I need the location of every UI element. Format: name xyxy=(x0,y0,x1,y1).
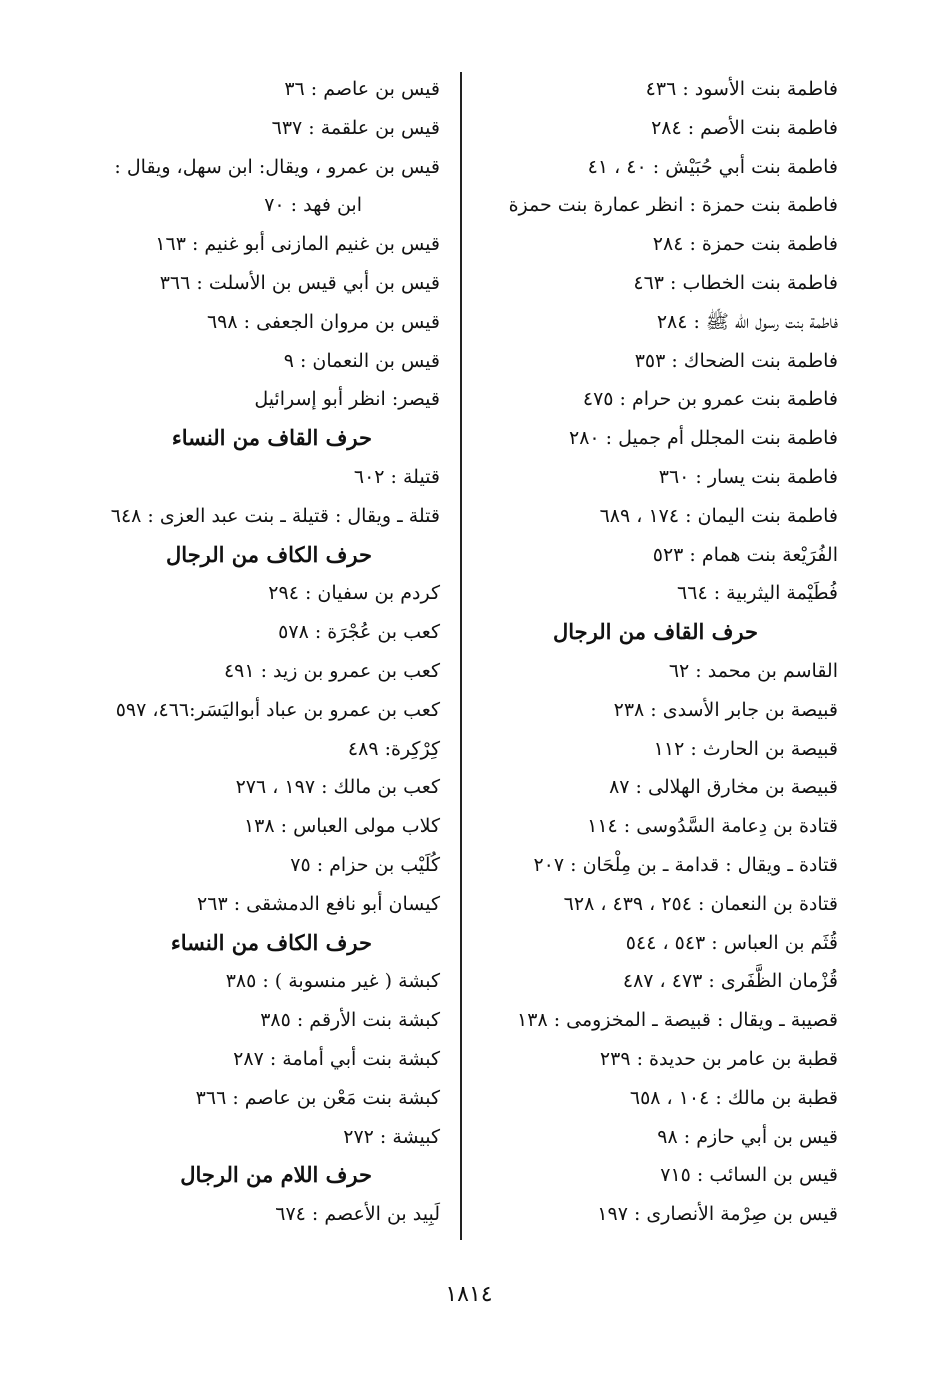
index-entry: فاطمة بنت اليمان : ١٧٤ ، ٦٨٩ xyxy=(599,504,838,527)
index-entry: قتادة بن دِعامة السَّدُوسى : ١١٤ xyxy=(587,815,838,838)
index-entry: كردم بن سفيان : ٢٩٤ xyxy=(268,582,440,605)
index-entry: قتادة بن النعمان : ٢٥٤ ، ٤٣٩ ، ٦٢٨ xyxy=(563,892,838,915)
index-entry: قيصر: انظر أبو إسرائيل xyxy=(254,388,440,411)
index-entry: كعب بن عمرو بن زيد : ٤٩١ xyxy=(223,659,440,682)
index-entry: قبيصة بن الحارث : ١١٢ xyxy=(653,737,838,760)
index-entry: قبيصة بن جابر الأسدى : ٢٣٨ xyxy=(613,698,838,721)
index-entry: الفُرَيْعة بنت همام : ٥٢٣ xyxy=(652,543,838,566)
index-entry: كبشة بنت الأرقم : ٣٨٥ xyxy=(260,1009,440,1032)
index-entry: لَبِيد بن الأعصم : ٦٧٤ xyxy=(275,1203,440,1226)
index-entry: كبيشة : ٢٧٢ xyxy=(343,1125,440,1148)
index-entry: فاطمة بنت المجلل أم جميل : ٢٨٠ xyxy=(569,427,838,450)
index-entry: قيس بن أبي قيس بن الأسلت : ٣٦٦ xyxy=(159,271,440,294)
index-entry: قيس بن السائب : ٧١٥ xyxy=(660,1164,838,1187)
index-entry: كُلَيْب بن حزام : ٧٥ xyxy=(290,853,440,876)
column-divider xyxy=(460,72,462,1240)
index-entry: فاطمة بنت يسار : ٣٦٠ xyxy=(658,465,838,488)
index-entry: قتادة ـ ويقال : قدامة ـ بن مِلْحَان : ٢٠٧ xyxy=(533,853,838,876)
index-entry: قُثَم بن العباس : ٥٤٣ ، ٥٤٤ xyxy=(625,931,838,954)
index-entry: فاطمة بنت الأصم : ٢٨٤ xyxy=(651,116,838,139)
index-entry: فاطمة بنت حمزة : انظر عمارة بنت حمزة xyxy=(508,194,838,217)
section-heading: حرف اللام من الرجال xyxy=(180,1162,372,1188)
page-number: ١٨١٤ xyxy=(445,1282,493,1307)
index-entry: فاطمة بنت الخطاب : ٤٦٣ xyxy=(633,271,838,294)
index-entry: قطبة بن مالك : ١٠٤ ، ٦٥٨ xyxy=(629,1086,838,1109)
index-entry: فاطمة بنت أبي حُبَيْش : ٤٠ ، ٤١ xyxy=(587,155,838,178)
index-entry: كعب بن مالك : ١٩٧ ، ٢٧٦ xyxy=(235,776,440,799)
section-heading: حرف القاف من النساء xyxy=(171,425,372,451)
index-entry: فاطمة بنت الضحاك : ٣٥٣ xyxy=(634,349,838,372)
index-entry: فاطمة بنت الأسود : ٤٣٦ xyxy=(645,78,838,100)
index-entry: قبيصة بن مخارق الهلالى : ٨٧ xyxy=(609,776,838,799)
index-entry: قُزْمان الظَّفَرى : ٤٧٣ ، ٤٨٧ xyxy=(622,970,838,993)
index-entry: قطبة بن عامر بن حديدة : ٢٣٩ xyxy=(599,1047,838,1070)
section-heading: حرف القاف من الرجال xyxy=(553,619,758,645)
section-heading: حرف الكاف من الرجال xyxy=(166,541,372,567)
index-entry: فاطمة بنت عمرو بن حرام : ٤٧٥ xyxy=(582,388,838,411)
index-entry: فاطمة بنت رسول الله ﷺ : ٢٨٤ xyxy=(656,310,838,333)
index-entry: قتلة ـ ويقال : قتيلة ـ بنت عبد العزى : ٦٤٨ xyxy=(110,504,440,527)
index-entry: قيس بن عاصم : ٣٦ xyxy=(284,78,440,100)
index-entry: قيس بن أبي حازم : ٩٨ xyxy=(657,1125,838,1148)
index-entry: قيس بن علقمة : ٦٣٧ xyxy=(271,116,440,139)
index-entry: قيس بن النعمان : ٩ xyxy=(283,349,440,372)
index-entry: ابن فهد : ٧٠ xyxy=(264,194,362,217)
index-entry: كيسان أبو نافع الدمشقى : ٢٦٣ xyxy=(197,892,440,915)
index-entry: قصيبة ـ ويقال : قبيصة ـ المخزومى : ١٣٨ xyxy=(517,1009,838,1032)
index-entry: كعب بن عُجْرَة : ٥٧٨ xyxy=(278,621,440,644)
index-entry: قيس بن غنيم المازنى أبو غنيم : ١٦٣ xyxy=(155,233,440,256)
index-entry: قيس بن عمرو ، ويقال: ابن سهل، ويقال : xyxy=(114,155,440,178)
index-entry: قيس بن صِرْمة الأنصارى : ١٩٧ xyxy=(597,1203,838,1226)
index-entry: فاطمة بنت حمزة : ٢٨٤ xyxy=(652,233,838,256)
left-column xyxy=(90,70,440,1234)
index-entry: كِرْكِرة: ٤٨٩ xyxy=(347,737,440,760)
index-entry: كبشة بنت مَعْن بن عاصم : ٣٦٦ xyxy=(195,1086,440,1109)
index-entry: كعب بن عمرو بن عباد أبواليَسَر:٤٦٦، ٥٩٧ xyxy=(115,698,440,721)
index-entry: كبشة بنت أبي أمامة : ٢٨٧ xyxy=(233,1047,440,1070)
index-entry: قتيلة : ٦٠٢ xyxy=(353,465,440,488)
index-entry: كبشة ( غير منسوبة ) : ٣٨٥ xyxy=(225,970,440,993)
right-column xyxy=(478,70,838,1234)
index-entry: فُطَيْمة اليثربية : ٦٦٤ xyxy=(677,582,838,605)
section-heading: حرف الكاف من النساء xyxy=(170,929,372,955)
index-entry: كلاب مولى العباس : ١٣٨ xyxy=(243,815,440,838)
index-entry: قيس بن مروان الجعفى : ٦٩٨ xyxy=(206,310,440,333)
index-entry: القاسم بن محمد : ٦٢ xyxy=(668,659,838,682)
